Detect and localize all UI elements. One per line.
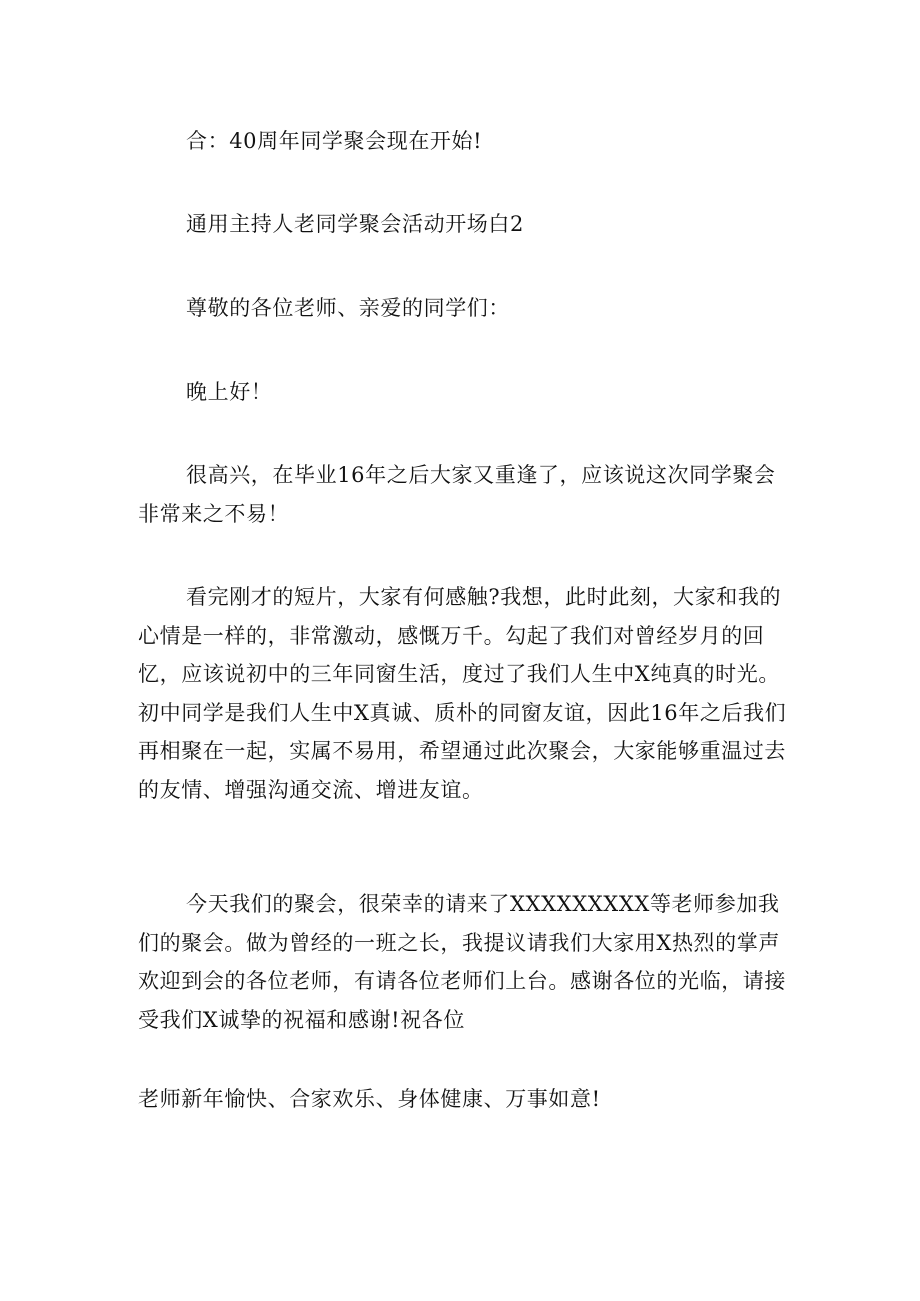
paragraph-salutation: 尊敬的各位老师、亲爱的同学们： xyxy=(186,296,510,320)
paragraph-closing-announcement: 合：40周年同学聚会现在开始! xyxy=(186,129,483,153)
paragraph-greeting: 晚上好！ xyxy=(186,380,273,404)
paragraph-memories: 看完刚才的短片，大家有何感触?我想，此时此刻，大家和我的心情是一样的，非常激动，感慨万千。勾起了我们对曾经岁月的回忆，应该说初中的三年同窗生活，度过了我们人生中X纯真的时光。初中同学是我们人生中X真诚、质朴的同窗友谊，因此16年之后我们再相聚在一起，实属不易用，希望通过此次聚会，大家能够重温过去的友情、增强沟通交流、增进友谊。 xyxy=(138,585,787,802)
paragraph-reunion-intro: 很高兴，在毕业16年之后大家又重逢了，应该说这次同学聚会非常来之不易！ xyxy=(138,463,776,526)
paragraph-wishes: 老师新年愉快、合家欢乐、身体健康、万事如意! xyxy=(138,1087,601,1111)
section-heading: 通用主持人老同学聚会活动开场白2 xyxy=(186,212,524,236)
paragraph-teachers-welcome: 今天我们的聚会，很荣幸的请来了XXXXXXXXX等老师参加我们的聚会。做为曾经的一班之长，我提议请我们大家用X热烈的掌声欢迎到会的各位老师，有请各位老师们上台。感谢各位的光临，请接受我们X诚挚的祝福和感谢!祝各位 xyxy=(138,892,786,1032)
